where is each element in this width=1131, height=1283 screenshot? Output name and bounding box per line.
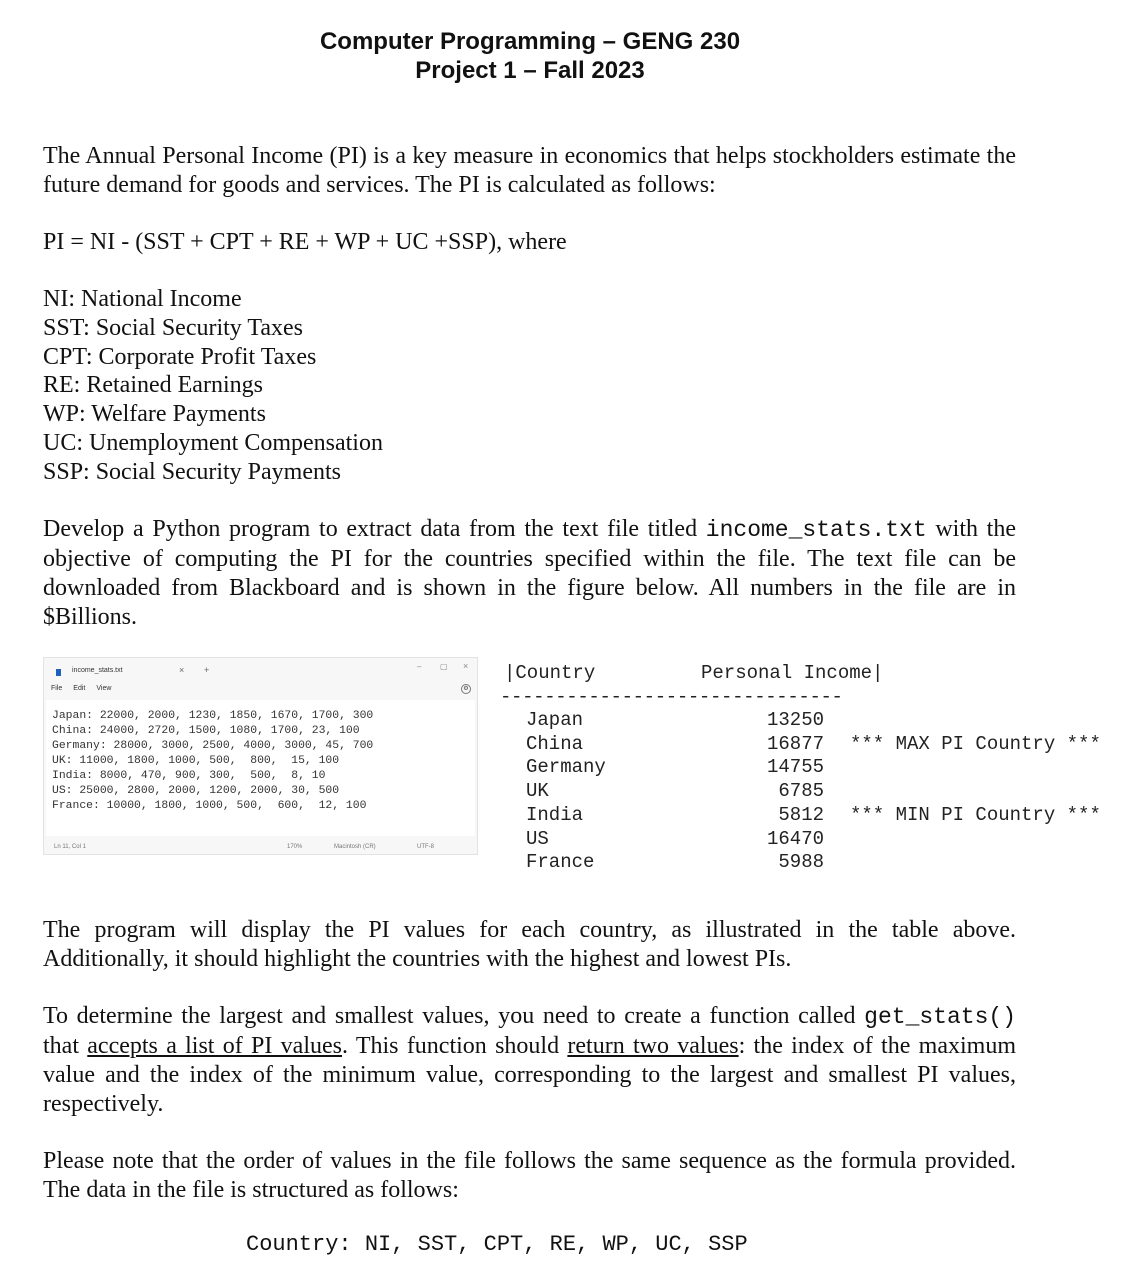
output-country: UK — [526, 780, 549, 802]
menu-view[interactable]: View — [96, 685, 112, 692]
notepad-tab-bar — [44, 658, 477, 685]
menu-file[interactable]: File — [51, 685, 63, 692]
document-subtitle: Project 1 – Fall 2023 — [415, 57, 645, 84]
menu-edit[interactable]: Edit — [73, 685, 86, 692]
develop-text-before: Develop a Python program to extract data from the text file titled — [43, 516, 706, 542]
underlined-return-values: return two values — [567, 1033, 739, 1059]
status-cursor-position: Ln 11, Col 1 — [54, 844, 86, 850]
output-country: India — [526, 804, 584, 826]
max-pi-marker: *** MAX PI Country *** — [850, 733, 1101, 755]
output-pi-value: 6785 — [778, 780, 824, 802]
output-pi-value: 5988 — [778, 851, 824, 873]
settings-gear-icon[interactable]: ⚙ — [461, 684, 471, 694]
output-header-country: |Country — [504, 662, 596, 684]
notepad-window — [43, 657, 478, 855]
filename-code: income_stats.txt — [705, 517, 927, 543]
minimize-icon[interactable]: – — [417, 662, 422, 671]
definition-sst: SST: Social Security Taxes — [43, 314, 303, 341]
output-separator: ------------------------------- — [500, 686, 843, 708]
window-close-icon[interactable]: × — [463, 661, 469, 671]
output-country: Japan — [526, 709, 584, 731]
notepad-editor[interactable] — [46, 700, 475, 836]
file-line: UK: 11000, 1800, 1000, 500, 800, 15, 100 — [52, 755, 340, 767]
definition-uc: UC: Unemployment Compensation — [43, 429, 383, 456]
file-line: India: 8000, 470, 900, 300, 500, 8, 10 — [52, 770, 326, 782]
output-country: Germany — [526, 756, 606, 778]
output-pi-value: 13250 — [766, 709, 824, 731]
file-icon — [56, 669, 61, 676]
definitions-list — [43, 285, 383, 487]
file-line: US: 25000, 2800, 2000, 1200, 2000, 30, 500 — [52, 785, 340, 797]
data-format-line: Country: NI, SST, CPT, RE, WP, UC, SSP — [246, 1232, 748, 1257]
display-paragraph: The program will display the PI values for each country, as illustrated in the table above. Additionally, it should highlight the countries with the highest and lowest PIs. — [43, 917, 1016, 972]
stats-text-2: that — [43, 1033, 88, 1059]
develop-text-after: with the objective of computing the PI for the countries specified within the file. The text file can be downloaded from Blackboard and is shown in the figure below. All numbers in the file are in $Billions. — [43, 516, 1016, 630]
underlined-accepts-list: accepts a list of PI values — [87, 1033, 342, 1059]
function-name-code: get_stats() — [864, 1004, 1016, 1030]
status-encoding: UTF-8 — [417, 844, 434, 850]
document-title: Computer Programming – GENG 230 — [319, 28, 741, 55]
output-country: US — [526, 828, 549, 850]
stats-text-1: To determine the largest and smallest values, you need to create a function called — [43, 1003, 865, 1029]
new-tab-icon[interactable]: + — [204, 665, 210, 675]
output-pi-value: 16877 — [766, 733, 824, 755]
output-pi-value: 14755 — [766, 756, 824, 778]
get-stats-paragraph — [43, 1002, 1016, 1119]
status-line-endings: Macintosh (CR) — [334, 844, 376, 850]
notepad-tab-label[interactable]: income_stats.txt — [72, 667, 123, 674]
stats-text-3: . This function should — [342, 1033, 568, 1059]
tab-close-icon[interactable]: × — [179, 665, 185, 675]
definition-ni: NI: National Income — [43, 286, 242, 312]
definition-ssp: SSP: Social Security Payments — [43, 458, 342, 485]
definition-re: RE: Retained Earnings — [43, 372, 263, 399]
definition-cpt: CPT: Corporate Profit Taxes — [43, 343, 317, 370]
intro-paragraph: The Annual Personal Income (PI) is a key measure in economics that helps stockholders estimate the future demand for goods and services. The PI is calculated as follows: — [43, 143, 1016, 198]
maximize-icon[interactable]: ▢ — [440, 662, 448, 671]
definition-wp: WP: Welfare Payments — [43, 401, 266, 428]
output-header-pi: Personal Income| — [701, 662, 884, 684]
status-zoom: 170% — [287, 844, 303, 850]
file-line: Germany: 28000, 3000, 2500, 4000, 3000, 45, 700 — [52, 740, 374, 752]
develop-paragraph — [43, 515, 1016, 632]
notepad-menu-bar — [51, 685, 122, 692]
output-country: China — [526, 733, 584, 755]
file-line: Japan: 22000, 2000, 1230, 1850, 1670, 1700, 300 — [52, 710, 374, 722]
output-country: France — [526, 851, 595, 873]
output-pi-value: 5812 — [778, 804, 824, 826]
min-pi-marker: *** MIN PI Country *** — [850, 804, 1101, 826]
stats-text-4: : the index of the maximum value and the index of the minimum value, corresponding to the largest and smallest PI values, respectively. — [43, 1033, 1016, 1117]
output-pi-value: 16470 — [766, 828, 824, 850]
file-line: France: 10000, 1800, 1000, 500, 600, 12, 100 — [52, 800, 367, 812]
pi-formula: PI = NI - (SST + CPT + RE + WP + UC +SSP), where — [43, 229, 567, 255]
file-line: China: 24000, 2720, 1500, 1080, 1700, 23, 100 — [52, 725, 360, 737]
note-paragraph: Please note that the order of values in the file follows the same sequence as the formula provided. The data in the file is structured as follows: — [43, 1148, 1016, 1203]
